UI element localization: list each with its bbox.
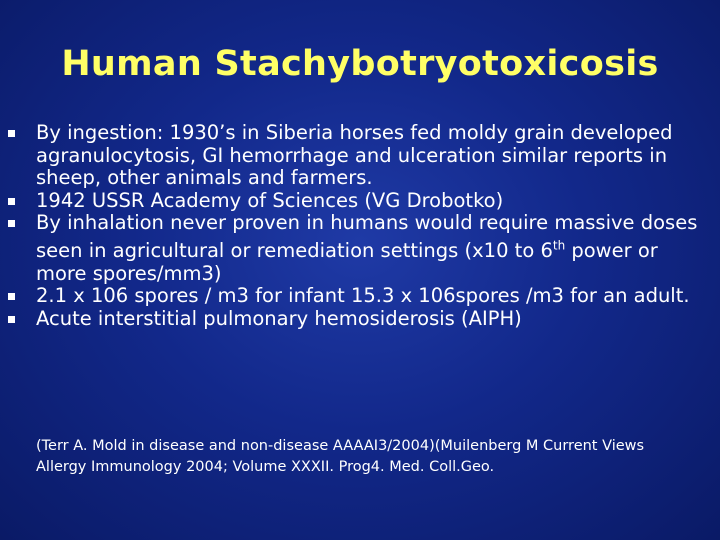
square-bullet-icon [8, 198, 15, 205]
bullet-item [8, 285, 708, 308]
superscript: th [552, 238, 566, 253]
slide-title: Human Stachybotryotoxicosis [61, 44, 659, 84]
bullet-item [8, 212, 708, 285]
bullet-list [8, 122, 708, 330]
square-bullet-icon [8, 293, 15, 300]
bullet-text-part: By inhalation never proven in humans would require massive doses seen in agricultural or remediation settings (x10 to 6 [36, 211, 698, 262]
square-bullet-icon [8, 220, 15, 227]
bullet-text: 2.1 x 106 spores / m3 for infant 15.3 x 106spores /m3 for an adult. [36, 284, 690, 307]
bullet-text: Acute interstitial pulmonary hemosiderosis (AIPH) [36, 306, 522, 330]
bullet-text: 1942 USSR Academy of Sciences (VG Drobotko) [36, 188, 504, 212]
bullet-text [36, 211, 697, 285]
square-bullet-icon [8, 130, 15, 137]
reference-note: (Terr A. Mold in disease and non-disease AAAAI3/2004)(Muilenberg M Current Views Allergy Immunology 2004; Volume XXXII. Prog4. Med. Coll.Geo. [36, 438, 645, 475]
bullet-item [8, 190, 708, 213]
bullet-item [8, 308, 708, 331]
square-bullet-icon [8, 316, 15, 323]
bullet-item [8, 122, 708, 190]
bullet-text-part: power or more spores/mm3) [36, 239, 658, 285]
bullet-text: By ingestion: 1930’s in Siberia horses fed moldy grain developed agranulocytosis, GI hemorrhage and ulceration similar reports in sheep, other animals and farmers. [36, 121, 673, 189]
